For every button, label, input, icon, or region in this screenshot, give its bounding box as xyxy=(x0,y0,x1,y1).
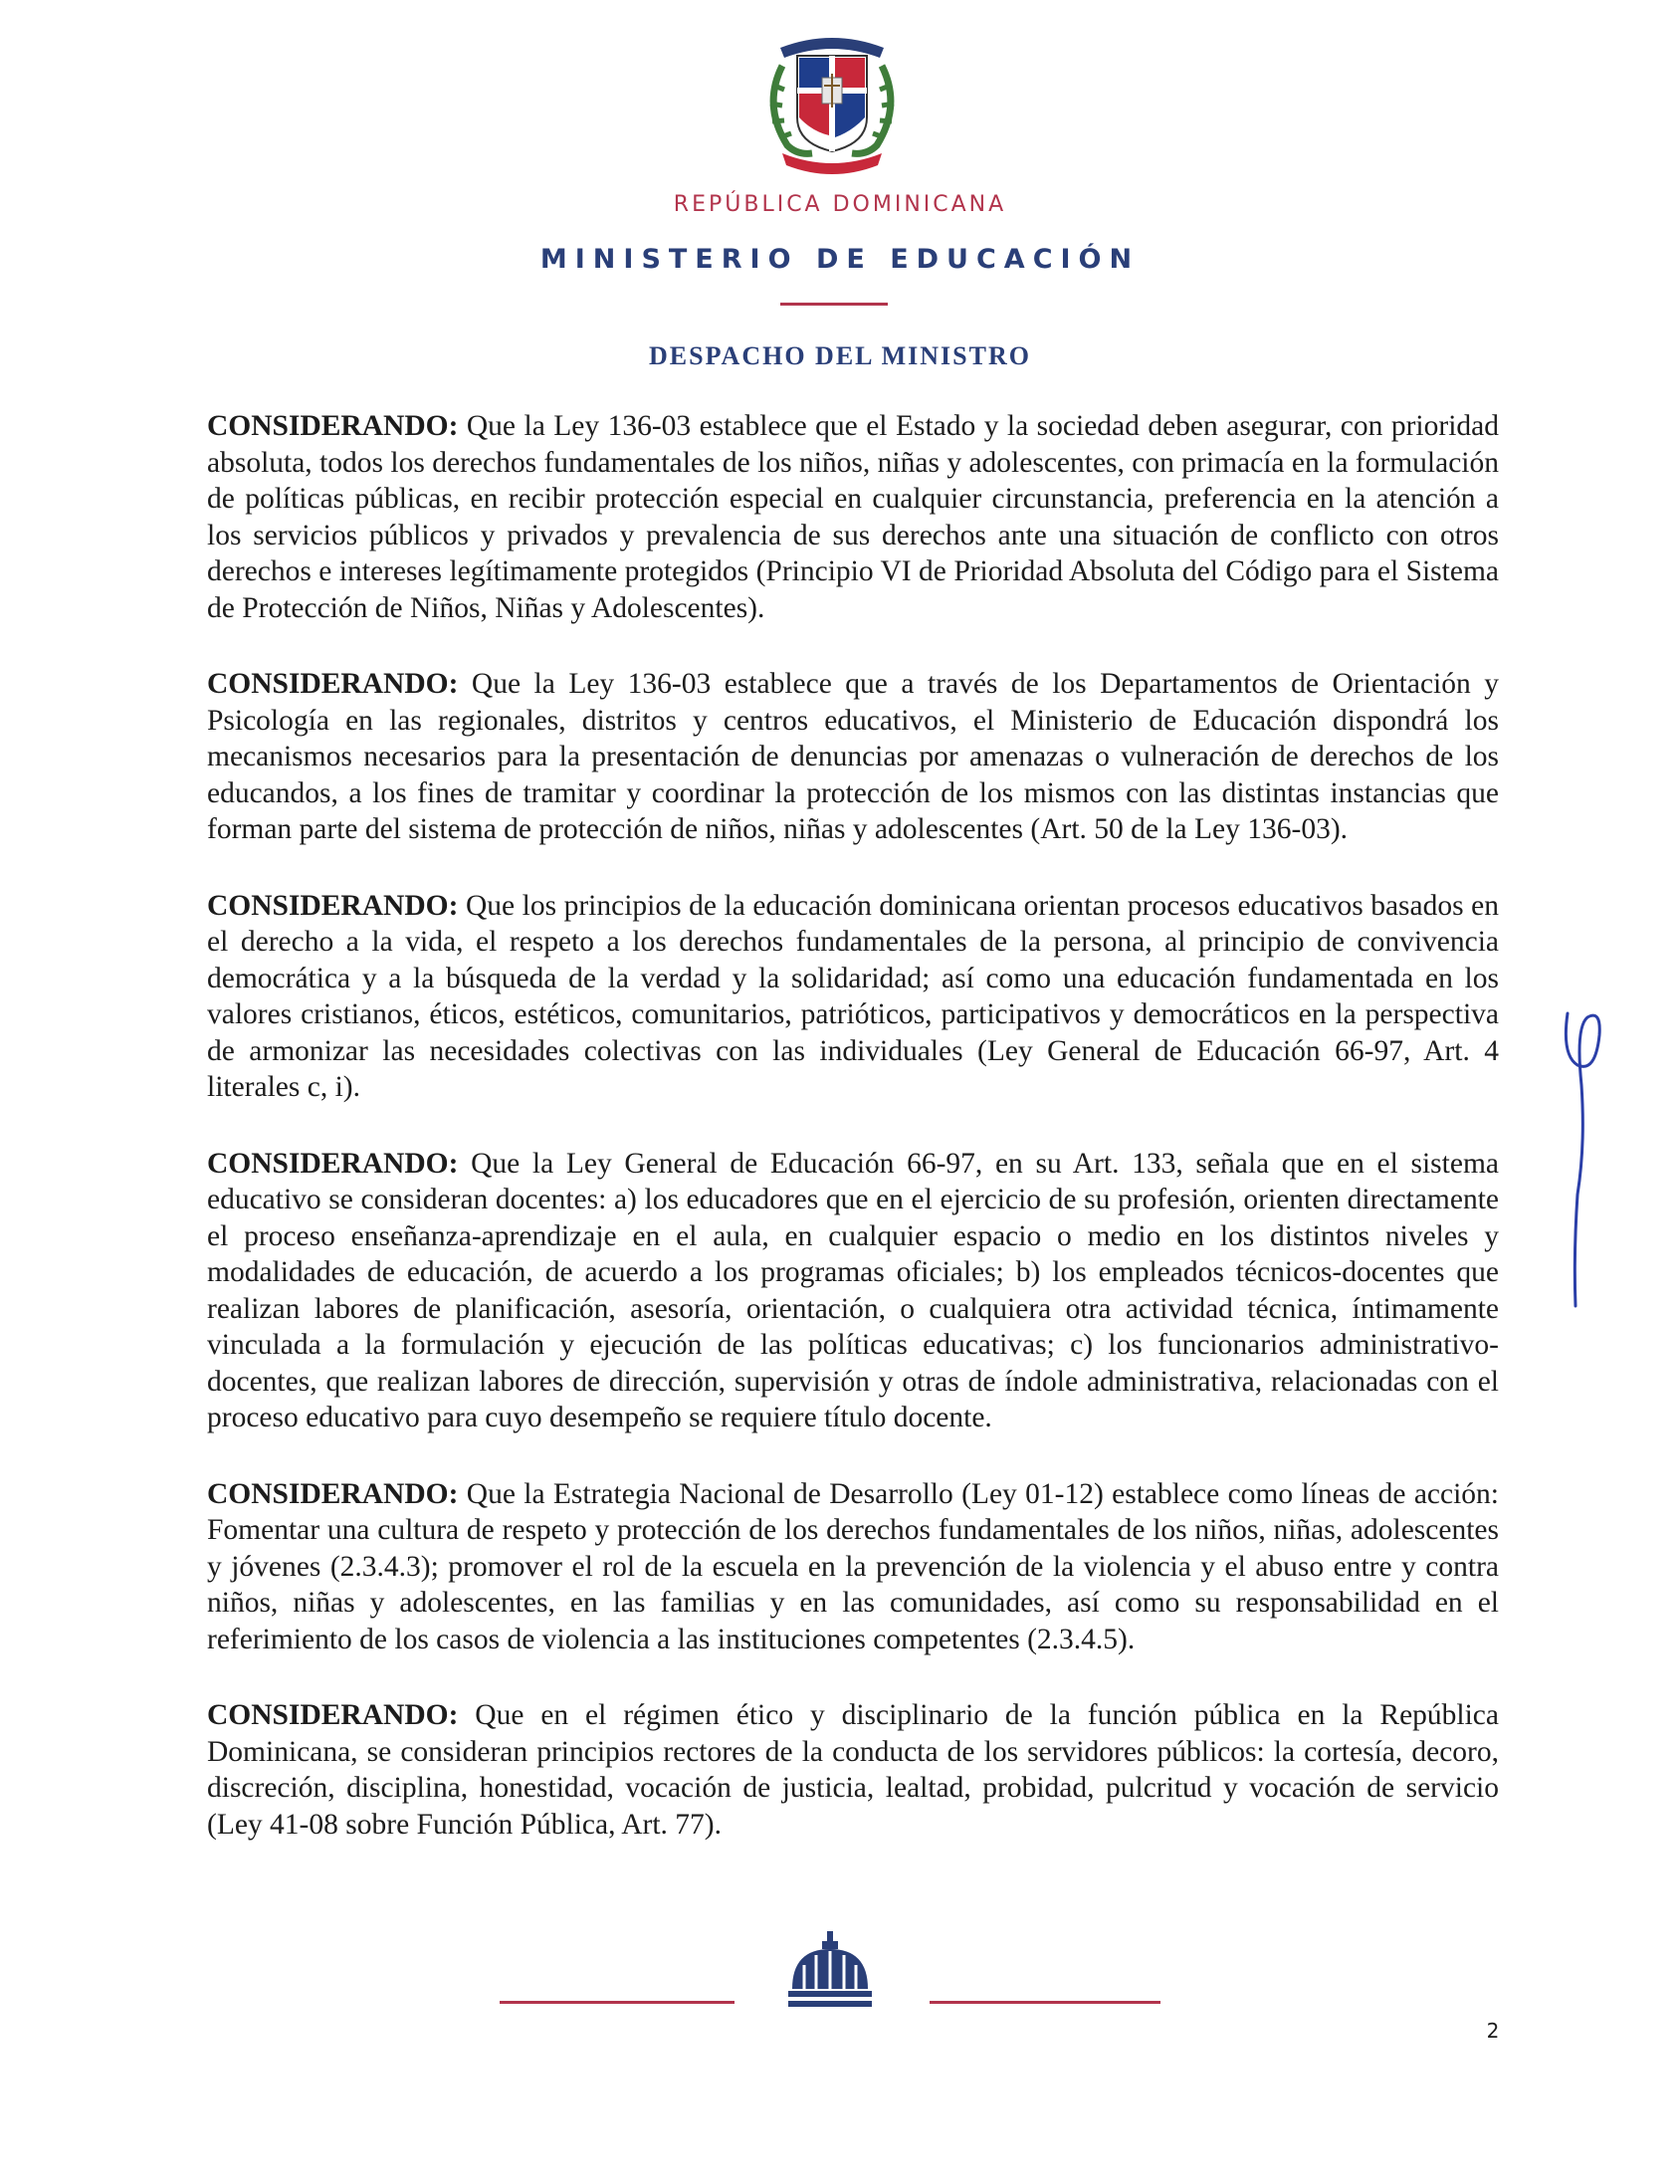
paragraph-lead: CONSIDERANDO: xyxy=(207,1147,459,1180)
paragraph-lead: CONSIDERANDO: xyxy=(207,1477,459,1510)
paragraph-text: Que la Estrategia Nacional de Desarrollo (Ley 01-12) establece como líneas de acción: Fomentar una cultura de respeto y protección de los derechos fundamentales de los niños, niñas, adolescentes y jóvenes (2.3.4.3); promover el rol de la escuela en la prevención de la violencia y el abuso entre y contra niños, niñas y adolescentes, en las familias y en las comunidades, así como su responsabilidad en el referimiento de los casos de violencia a las instituciones competentes (2.3.4.5). xyxy=(207,1477,1499,1655)
handwritten-initial xyxy=(1548,995,1617,1314)
paragraph-lead: CONSIDERANDO: xyxy=(207,410,459,442)
paragraph-text: Que la Ley 136-03 establece que el Estado y la sociedad deben asegurar, con prioridad absoluta, todos los derechos fundamentales de los niños, niñas y adolescentes, con primacía en la formulación de políticas públicas, en recibir protección especial en cualquier circunstancia, preferencia en la atención a los servicios públicos y privados y prevalencia de sus derechos ante una situación de conflicto con otros derechos e intereses legítimamente protegidos (Principio VI de Prioridad Absoluta del Código para el Sistema de Protección de Niños, Niñas y Adolescentes). xyxy=(207,410,1499,624)
considerando-paragraph xyxy=(207,1146,1499,1436)
considerando-paragraph xyxy=(207,1697,1499,1843)
paragraph-lead: CONSIDERANDO: xyxy=(207,1699,459,1731)
paragraph-lead: CONSIDERANDO: xyxy=(207,668,459,700)
paragraph-text: Que la Ley 136-03 establece que a través de los Departamentos de Orientación y Psicología en las regionales, distritos y centros educativos, el Ministerio de Educación dispondrá los mecanismos necesarios para la presentación de denuncias por amenazas o vulneración de derechos de los educandos, a los fines de tramitar y coordinar la protección de los mismos con las distintas instancias que forman parte del sistema de protección de niños, niñas y adolescentes (Art. 50 de la Ley 136-03). xyxy=(207,668,1499,845)
considerando-paragraph xyxy=(207,1476,1499,1658)
paragraph-text: Que la Ley General de Educación 66-97, en su Art. 133, señala que en el sistema educativo se consideran docentes: a) los educadores que en el ejercicio de su profesión, orienten directamente el proceso enseñanza-aprendizaje en el aula, en cualquier espacio o medio en los distintos niveles y modalidades de educación, de acuerdo a los programas oficiales; b) los empleados técnicos-docentes que realizan labores de planificación, asesoría, orientación, o cualquiera otra actividad técnica, íntimamente vinculada a la formulación y ejecución de las políticas educativas; c) los funcionarios administrativo-docentes, que realizan labores de dirección, supervisión y otras de índole administrativa, relacionadas con el proceso educativo para cuyo desempeño se requiere título docente. xyxy=(207,1147,1499,1433)
coat-of-arms-icon xyxy=(752,26,912,180)
considerando-paragraph xyxy=(207,408,1499,626)
page-number: 2 xyxy=(1486,2019,1500,2043)
header-divider xyxy=(780,303,888,306)
country-name: REPÚBLICA DOMINICANA xyxy=(673,192,1007,217)
paragraph-text: Que los principios de la educación dominicana orientan procesos educativos basados en el derecho a la vida, el respeto a los derechos fundamentales de la persona, al principio de convivencia democrática y a la búsqueda de la verdad y la solidaridad; así como una educación fundamentada en los valores cristianos, éticos, estéticos, comunitarios, patrióticos, participativos y democráticos en la perspectiva de armonizar las necesidades colectivas con las individuales (Ley General de Educación 66-97, Art. 4 literales c, i). xyxy=(207,889,1499,1103)
document-body xyxy=(207,408,1499,1882)
footer-line-left xyxy=(500,2001,735,2004)
paragraph-text: Que en el régimen ético y disciplinario de la función pública en la República Dominicana, se consideran principios rectores de la conducta de los servidores públicos: la cortesía, decoro, discreción, disciplina, honestidad, vocación de justicia, lealtad, probidad, pulcritud y vocación de servicio (Ley 41-08 sobre Función Pública, Art. 77). xyxy=(207,1699,1499,1841)
office-name: DESPACHO DEL MINISTRO xyxy=(649,341,1031,370)
considerando-paragraph xyxy=(207,888,1499,1106)
footer-line-right xyxy=(930,2001,1160,2004)
considerando-paragraph xyxy=(207,666,1499,848)
ministry-name: MINISTERIO DE EDUCACIÓN xyxy=(539,244,1141,275)
paragraph-lead: CONSIDERANDO: xyxy=(207,889,459,922)
palace-dome-icon xyxy=(786,1931,874,2009)
